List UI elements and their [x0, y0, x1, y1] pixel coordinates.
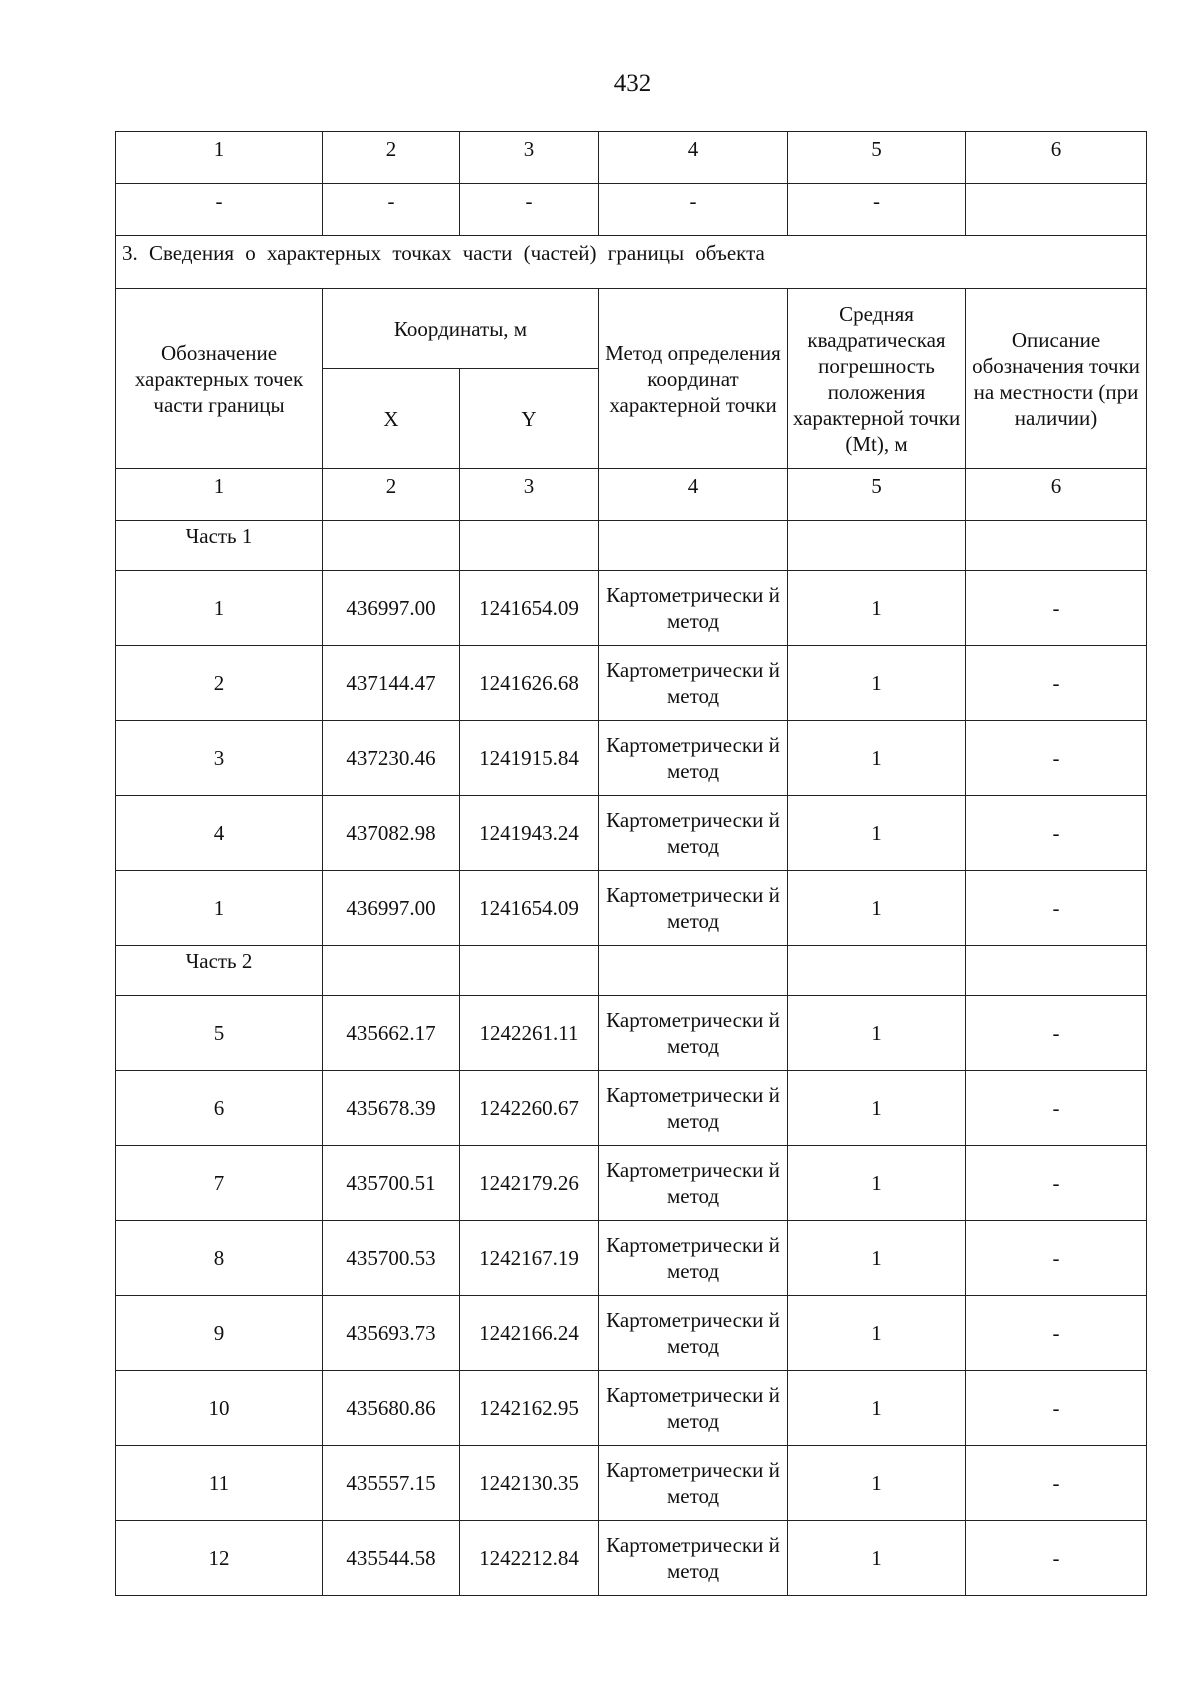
table-cell: 1	[116, 132, 323, 184]
point-number: 2	[116, 646, 323, 721]
coord-x: 437144.47	[323, 646, 460, 721]
point-number: 8	[116, 1221, 323, 1296]
header-y: Y	[460, 369, 599, 469]
coord-x: 435700.53	[323, 1221, 460, 1296]
point-number: 9	[116, 1296, 323, 1371]
mean-error-cell: 1	[788, 1371, 966, 1446]
point-number: 4	[116, 796, 323, 871]
coord-y: 1241654.09	[460, 871, 599, 946]
table-row	[116, 1296, 1147, 1371]
method-cell: Картометрически й метод	[599, 1071, 788, 1146]
table-row	[116, 996, 1147, 1071]
table-cell: 4	[599, 469, 788, 521]
mean-error-cell: 1	[788, 1446, 966, 1521]
point-number: 3	[116, 721, 323, 796]
point-number: 12	[116, 1521, 323, 1596]
table-cell: -	[460, 184, 599, 236]
boundary-points-table	[115, 131, 1147, 1596]
page-number: 432	[613, 70, 652, 97]
column-number-row	[116, 132, 1147, 184]
coord-y: 1242162.95	[460, 1371, 599, 1446]
table-row	[116, 871, 1147, 946]
table-cell	[323, 946, 460, 996]
table-cell: -	[599, 184, 788, 236]
coord-x: 436997.00	[323, 571, 460, 646]
header-coordinates: Координаты, м	[323, 289, 599, 369]
coord-y: 1241915.84	[460, 721, 599, 796]
method-cell: Картометрически й метод	[599, 571, 788, 646]
column-number-row	[116, 469, 1147, 521]
coord-y: 1242167.19	[460, 1221, 599, 1296]
table-row	[116, 646, 1147, 721]
header-mean-error: Средняя квадратическая погрешность положения характерной точки (Mt), м	[788, 289, 966, 469]
part-header-row	[116, 521, 1147, 571]
coord-y: 1242261.11	[460, 996, 599, 1071]
section-title-row	[116, 236, 1147, 289]
description-cell: -	[966, 1221, 1147, 1296]
mean-error-cell: 1	[788, 1146, 966, 1221]
part-label: Часть 2	[116, 946, 323, 996]
description-cell: -	[966, 646, 1147, 721]
mean-error-cell: 1	[788, 996, 966, 1071]
description-cell: -	[966, 1521, 1147, 1596]
table-cell: 5	[788, 132, 966, 184]
coord-x: 435693.73	[323, 1296, 460, 1371]
mean-error-cell: 1	[788, 1296, 966, 1371]
coord-x: 435678.39	[323, 1071, 460, 1146]
coord-x: 435557.15	[323, 1446, 460, 1521]
part-label: Часть 1	[116, 521, 323, 571]
table-cell: 3	[460, 132, 599, 184]
table-cell	[788, 946, 966, 996]
description-cell: -	[966, 796, 1147, 871]
table-row	[116, 1146, 1147, 1221]
mean-error-cell: 1	[788, 1521, 966, 1596]
coord-y: 1242212.84	[460, 1521, 599, 1596]
table-cell: -	[788, 184, 966, 236]
table-cell	[966, 184, 1147, 236]
coord-x: 435680.86	[323, 1371, 460, 1446]
mean-error-cell: 1	[788, 796, 966, 871]
table-cell	[323, 521, 460, 571]
description-cell: -	[966, 996, 1147, 1071]
description-cell: -	[966, 871, 1147, 946]
method-cell: Картометрически й метод	[599, 1296, 788, 1371]
method-cell: Картометрически й метод	[599, 796, 788, 871]
point-number: 1	[116, 571, 323, 646]
coord-y: 1241626.68	[460, 646, 599, 721]
coord-y: 1241654.09	[460, 571, 599, 646]
table-cell	[460, 946, 599, 996]
point-number: 10	[116, 1371, 323, 1446]
coord-x: 437082.98	[323, 796, 460, 871]
table-cell	[599, 946, 788, 996]
table-cell: 3	[460, 469, 599, 521]
point-number: 11	[116, 1446, 323, 1521]
part-header-row	[116, 946, 1147, 996]
method-cell: Картометрически й метод	[599, 721, 788, 796]
method-cell: Картометрически й метод	[599, 1446, 788, 1521]
table-row	[116, 796, 1147, 871]
table-cell: 6	[966, 132, 1147, 184]
header-designation: Обозначение характерных точек части границы	[116, 289, 323, 469]
coord-y: 1242179.26	[460, 1146, 599, 1221]
method-cell: Картометрически й метод	[599, 646, 788, 721]
table-row	[116, 1371, 1147, 1446]
table-cell: 1	[116, 469, 323, 521]
description-cell: -	[966, 1446, 1147, 1521]
header-x: X	[323, 369, 460, 469]
method-cell: Картометрически й метод	[599, 1146, 788, 1221]
method-cell: Картометрически й метод	[599, 1221, 788, 1296]
table-row	[116, 1521, 1147, 1596]
coord-y: 1242166.24	[460, 1296, 599, 1371]
point-number: 7	[116, 1146, 323, 1221]
method-cell: Картометрически й метод	[599, 996, 788, 1071]
coord-y: 1241943.24	[460, 796, 599, 871]
coord-x: 435662.17	[323, 996, 460, 1071]
table-cell	[599, 521, 788, 571]
table-cell	[966, 946, 1147, 996]
mean-error-cell: 1	[788, 571, 966, 646]
point-number: 1	[116, 871, 323, 946]
method-cell: Картометрически й метод	[599, 871, 788, 946]
coord-x: 436997.00	[323, 871, 460, 946]
coord-x: 435544.58	[323, 1521, 460, 1596]
table-cell: 2	[323, 132, 460, 184]
coord-y: 1242130.35	[460, 1446, 599, 1521]
table-cell	[966, 521, 1147, 571]
table-cell: 2	[323, 469, 460, 521]
table-cell: 4	[599, 132, 788, 184]
description-cell: -	[966, 1146, 1147, 1221]
description-cell: -	[966, 1371, 1147, 1446]
description-cell: -	[966, 1071, 1147, 1146]
header-method: Метод определения координат характерной точки	[599, 289, 788, 469]
table-cell: 6	[966, 469, 1147, 521]
table-cell: -	[323, 184, 460, 236]
table-row	[116, 1221, 1147, 1296]
description-cell: -	[966, 1296, 1147, 1371]
table-row	[116, 1446, 1147, 1521]
mean-error-cell: 1	[788, 646, 966, 721]
method-cell: Картометрически й метод	[599, 1521, 788, 1596]
point-number: 5	[116, 996, 323, 1071]
coord-x: 435700.51	[323, 1146, 460, 1221]
point-number: 6	[116, 1071, 323, 1146]
table-row	[116, 721, 1147, 796]
method-cell: Картометрически й метод	[599, 1371, 788, 1446]
header-row	[116, 289, 1147, 369]
coord-x: 437230.46	[323, 721, 460, 796]
table-cell: 5	[788, 469, 966, 521]
mean-error-cell: 1	[788, 721, 966, 796]
table-cell	[788, 521, 966, 571]
description-cell: -	[966, 571, 1147, 646]
table-row	[116, 1071, 1147, 1146]
table-row	[116, 571, 1147, 646]
description-cell: -	[966, 721, 1147, 796]
table-cell	[460, 521, 599, 571]
dash-row	[116, 184, 1147, 236]
mean-error-cell: 1	[788, 1071, 966, 1146]
table-cell: -	[116, 184, 323, 236]
section-title: 3. Сведения о характерных точках части (частей) границы объекта	[116, 236, 1147, 289]
mean-error-cell: 1	[788, 871, 966, 946]
header-description: Описание обозначения точки на местности (при наличии)	[966, 289, 1147, 469]
mean-error-cell: 1	[788, 1221, 966, 1296]
coord-y: 1242260.67	[460, 1071, 599, 1146]
